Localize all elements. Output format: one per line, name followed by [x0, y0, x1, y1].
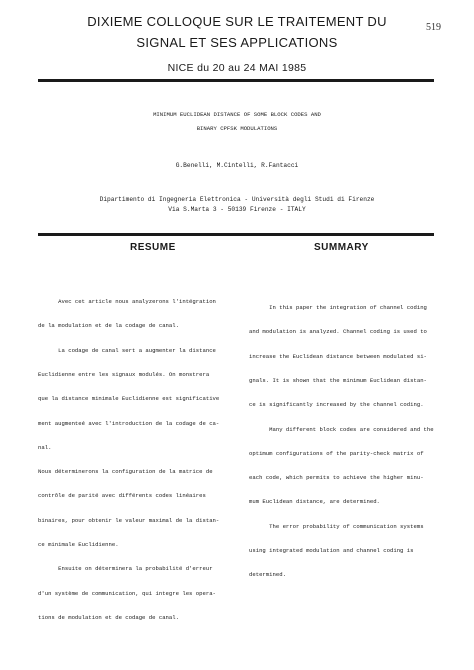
- summary-line: using integrated modulation and channel coding is: [249, 547, 414, 554]
- summary-line: each code, which permits to achieve the higher minu-: [249, 474, 424, 482]
- resume-line: La codage de canal sert a augmenter la distance: [38, 346, 216, 354]
- resume-line: tions de modulation et de codage de canal.: [38, 613, 179, 621]
- page-number: 519: [426, 22, 441, 33]
- resume-line: ce minimale Euclidienne.: [38, 541, 119, 548]
- resume-line: binaires, pour obtenir le valeur maximal de la distan-: [38, 516, 220, 524]
- conference-title-line2: SIGNAL ET SES APPLICATIONS: [136, 35, 338, 50]
- conference-dates: NICE du 20 au 24 MAI 1985: [167, 62, 307, 74]
- paper-title-line2: BINARY CPFSK MODULATIONS: [196, 125, 278, 132]
- affiliation-line2: Via S.Marta 3 - 50139 Firenze - ITALY: [168, 206, 306, 213]
- summary-line: increase the Euclidean distance between modulated si-: [249, 352, 427, 360]
- resume-line: Nous déterminerons la configuration de la matrice de: [38, 468, 213, 476]
- resume-line: Avec cet article nous analyzerons l'intégration: [38, 298, 216, 306]
- summary-line: optimum configurations of the parity-check matrix of: [249, 449, 424, 457]
- resume-body: [38, 282, 234, 630]
- summary-line: Many different block codes are considered and the: [249, 425, 434, 433]
- conference-title-line1: DIXIEME COLLOQUE SUR LE TRAITEMENT DU: [87, 14, 387, 29]
- top-divider: [38, 79, 434, 82]
- summary-line: and modulation is analyzed. Channel coding is used to: [249, 328, 427, 336]
- section-divider: [38, 233, 434, 236]
- resume-line: Euclidienne entre les signaux modulés. On monstrera: [38, 371, 210, 379]
- affiliation-line1: Dipartimento di Ingegneria Elettronica - Università degli Studi di Firenze: [99, 196, 375, 203]
- resume-line: de la modulation et de la codage de canal.: [38, 322, 179, 330]
- resume-line: que la distance minimale Euclidienne est significative: [38, 395, 220, 403]
- summary-line: The error probability of communication systems: [249, 522, 424, 530]
- resume-line: nal.: [38, 443, 52, 451]
- summary-line: In this paper the integration of channel coding: [249, 304, 427, 312]
- summary-line: ce is significantly increased by the channel coding.: [249, 401, 424, 409]
- resume-line: d'un système de communication, qui integre les opera-: [38, 589, 216, 597]
- summary-line: determined.: [249, 571, 286, 579]
- summary-heading: SUMMARY: [314, 242, 369, 253]
- resume-line: contrôle de parité avec différents codes linéaires: [38, 492, 206, 500]
- resume-line: Ensuite on déterminera la probabilité d'erreur: [38, 565, 213, 573]
- resume-heading: RESUME: [130, 242, 176, 253]
- summary-body: [249, 288, 445, 587]
- authors: G.Benelli, M.Cintelli, R.Fantacci: [175, 162, 299, 169]
- resume-line: ment augmenteé avec l'introduction de la codage de ca-: [38, 419, 220, 427]
- paper-title-line1: MINIMUM EUCLIDEAN DISTANCE OF SOME BLOCK CODES AND: [153, 111, 321, 118]
- summary-line: gnals. It is shown that the minimum Euclidean distan-: [249, 377, 427, 385]
- summary-line: mum Euclidean distance, are determined.: [249, 498, 380, 506]
